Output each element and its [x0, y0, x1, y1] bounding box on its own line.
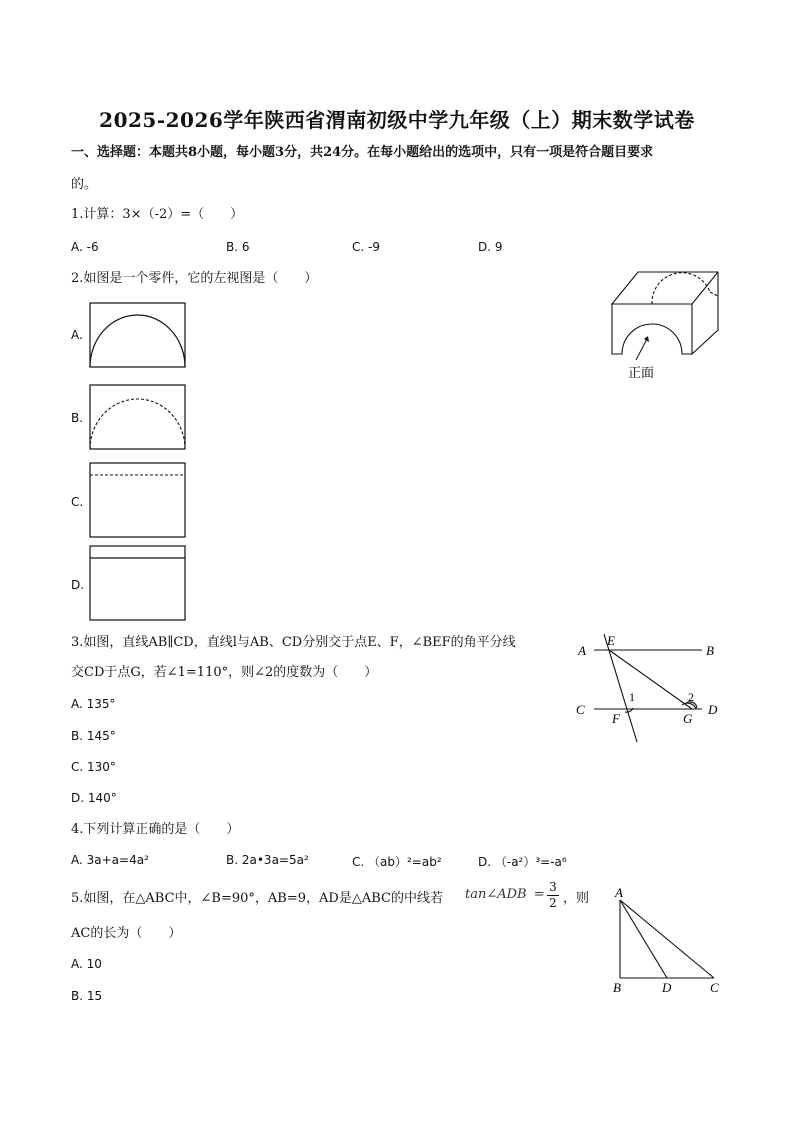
q5-label-c: C: [710, 980, 719, 995]
q5-equals: =: [533, 887, 545, 902]
q2-stem: 2.如图是一个零件，它的左视图是（ ）: [71, 271, 318, 286]
q3-label-e: E: [607, 633, 615, 648]
section-header-line1: 一、选择题：本题共8小题，每小题3分，共24分。在每小题给出的选项中，只有一项是符合题目要求: [71, 145, 654, 160]
q3-label-angle2: 2: [688, 690, 694, 704]
q1-stem: 1.计算：3×（-2）=（ ）: [71, 207, 244, 222]
q3-option-b: B. 145°: [71, 729, 116, 743]
q5-stem-line1: [71, 890, 443, 908]
q5-label-b: B: [613, 980, 621, 995]
q5-stem-line2: AC的长为（ ）: [71, 926, 182, 941]
q5-tan-expression: [465, 887, 545, 902]
q3-label-angle1: 1: [629, 690, 635, 704]
q5-tan-text: tan∠ADB: [465, 887, 527, 902]
q5-stem-tail: ，则: [563, 891, 590, 906]
q5-label-a: A: [615, 885, 623, 900]
q5-triangle-figure: [606, 884, 728, 996]
q5-option-b: B. 15: [71, 989, 103, 1003]
q3-parallel-lines-figure: [570, 628, 726, 746]
q2-part-figure: [606, 266, 726, 386]
q3-label-d: D: [708, 702, 718, 717]
q3-label-b: B: [706, 643, 714, 658]
q3-option-d: D. 140°: [71, 791, 117, 805]
q2-option-c-letter: C.: [71, 495, 84, 509]
q4-option-c: C. （ab）²=ab²: [352, 855, 442, 869]
q2-option-b-figure: [89, 384, 187, 452]
q3-stem-line1: 3.如图，直线AB∥CD，直线l与AB、CD分别交于点E、F，∠BEF的角平分线: [71, 635, 516, 650]
q3-label-a: A: [578, 643, 586, 658]
section-header-line2: 的。: [71, 177, 98, 192]
q2-figure-label: 正面: [628, 365, 655, 380]
q5-fraction-numerator: 3: [549, 880, 557, 894]
q3-label-c: C: [576, 702, 585, 717]
exam-title: 2025-2026学年陕西省渭南初级中学九年级（上）期末数学试卷: [99, 108, 695, 132]
q4-stem: 4.下列计算正确的是（ ）: [71, 822, 240, 837]
q1-option-c: C. -9: [352, 240, 380, 254]
q1-option-a: A. -6: [71, 240, 99, 254]
q2-option-d-letter: D.: [71, 578, 85, 592]
arrow-icon: [644, 336, 649, 342]
q1-option-d: D. 9: [478, 240, 503, 254]
q4-option-d: D. （-a²）³=-a⁶: [478, 855, 567, 869]
q2-option-b-letter: B.: [71, 411, 84, 425]
q5-stem-part1: 5.如图，在△ABC中，∠B=90°，AB=9，AD是△ABC的中线若: [71, 891, 443, 906]
q5-option-a: A. 10: [71, 957, 102, 971]
q3-stem-line2: 交CD于点G，若∠1=110°，则∠2的度数为（ ）: [71, 665, 378, 680]
q5-fraction: [547, 881, 559, 910]
q4-option-b: B. 2a•3a=5a²: [226, 853, 309, 867]
q5-label-d: D: [662, 980, 672, 995]
q2-option-c-figure: [89, 462, 187, 540]
q4-option-a: A. 3a+a=4a²: [71, 853, 149, 867]
q3-label-f: F: [612, 711, 620, 726]
q1-option-b: B. 6: [226, 240, 250, 254]
q3-label-g: G: [683, 711, 693, 726]
q5-fraction-denominator: 2: [549, 896, 557, 910]
q3-option-a: A. 135°: [71, 697, 116, 711]
q2-option-a-letter: A.: [71, 328, 83, 342]
q3-option-c: C. 130°: [71, 760, 116, 774]
q2-option-d-figure: [89, 545, 187, 623]
q2-option-a-figure: [89, 302, 187, 370]
